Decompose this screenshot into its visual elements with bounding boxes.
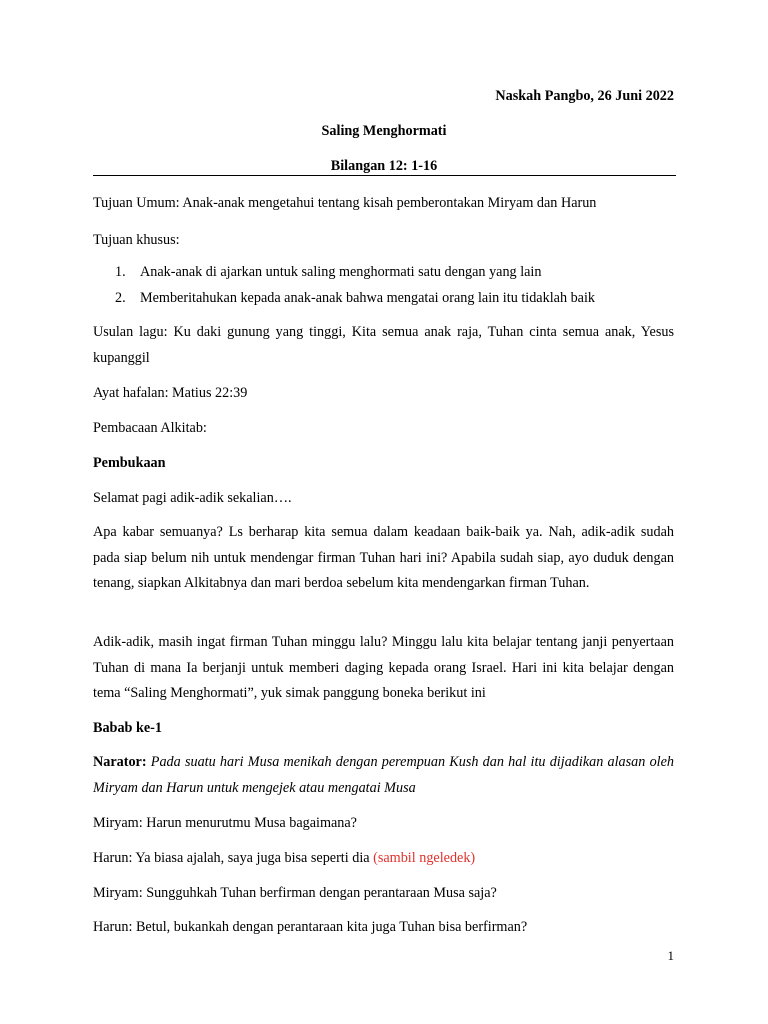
page-number: 1: [667, 948, 674, 963]
dialogue-line: Miryam: Harun menurutmu Musa bagaimana?: [93, 815, 357, 831]
list-text: Memberitahukan kepada anak-anak bahwa mengatai orang lain itu tidaklah baik: [140, 290, 596, 306]
bible-reading: Pembacaan Alkitab:: [93, 420, 207, 436]
specific-goal-item: [115, 264, 541, 281]
opening-heading: Pembukaan: [93, 455, 166, 471]
specific-goal-label: Tujuan khusus:: [93, 232, 180, 248]
narrator-paragraph: [93, 750, 674, 801]
general-goal: Tujuan Umum: Anak-anak mengetahui tentang kisah pemberontakan Miryam dan Harun: [93, 195, 597, 211]
list-number: 2.: [115, 290, 126, 306]
dialogue-text: Harun: Ya biasa ajalah, saya juga bisa seperti dia: [93, 850, 370, 866]
narrator-text: Pada suatu hari Musa menikah dengan perempuan Kush dan hal itu dijadikan alasan oleh Miryam dan Harun untuk mengejek atau mengatai Musa: [93, 754, 674, 796]
scene-heading: Babab ke-1: [93, 720, 162, 736]
dialogue-line: [93, 850, 475, 867]
list-number: 1.: [115, 264, 126, 280]
stage-direction: (sambil ngeledek): [373, 850, 476, 866]
document-title: Saling Menghormati: [321, 123, 447, 139]
song-suggestions: Usulan lagu: Ku daki gunung yang tinggi, Kita semua anak raja, Tuhan cinta semua anak, Yesus kupanggil: [93, 324, 674, 366]
narrator-label: Narator:: [93, 754, 147, 770]
opening-greeting: Selamat pagi adik-adik sekalian….: [93, 490, 292, 506]
dialogue-line: Miryam: Sungguhkah Tuhan berfirman dengan perantaraan Musa saja?: [93, 885, 497, 901]
dialogue-line: Harun: Betul, bukankah dengan perantaraan kita juga Tuhan bisa berfirman?: [93, 919, 528, 935]
list-text: Anak-anak di ajarkan untuk saling menghormati satu dengan yang lain: [140, 264, 542, 280]
specific-goal-item: [115, 290, 595, 307]
date-line: Naskah Pangbo, 26 Juni 2022: [495, 88, 674, 104]
opening-paragraph-1: Apa kabar semuanya? Ls berharap kita semua dalam keadaan baik-baik ya. Nah, adik-adik sudah pada siap belum nih untuk mendengar firman Tuhan hari ini? Apabila sudah siap, ayo duduk dengan tenang, siapkan Alkitabnya dan mari berdoa sebelum kita mendengarkan firman Tuhan.: [93, 524, 674, 591]
header-divider: [93, 175, 676, 176]
memory-verse: Ayat hafalan: Matius 22:39: [93, 385, 248, 401]
opening-paragraph-2: Adik-adik, masih ingat firman Tuhan minggu lalu? Minggu lalu kita belajar tentang janji penyertaan Tuhan di mana Ia berjanji untuk memberi daging kepada orang Israel. Hari ini kita belajar dengan tema “Saling Menghormati”, yuk simak panggung boneka berikut ini: [93, 634, 674, 701]
bible-reference: Bilangan 12: 1-16: [330, 158, 438, 174]
